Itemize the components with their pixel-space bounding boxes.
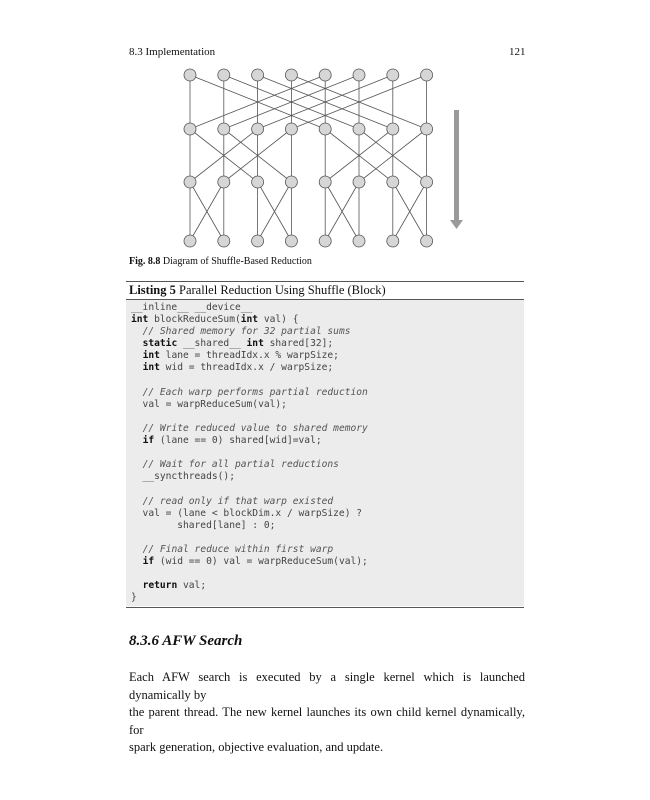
- paragraph-line: spark generation, objective evaluation, and update.: [129, 740, 384, 754]
- diagram-edges: [190, 75, 427, 241]
- diagram-node: [319, 235, 331, 247]
- code-line: static __shared__ int shared[32];: [142, 338, 334, 350]
- diagram-node: [252, 123, 264, 135]
- diagram-node: [285, 176, 297, 188]
- code-line: int blockReduceSum(int val) {: [131, 314, 299, 326]
- diagram-node: [387, 123, 399, 135]
- diagram-node: [218, 69, 230, 81]
- code-line: // read only if that warp existed: [142, 495, 334, 507]
- listing-bottom-rule: [126, 607, 524, 608]
- figure-caption: [129, 256, 312, 267]
- direction-arrow: [450, 110, 463, 229]
- running-header-section: 8.3 Implementation: [129, 46, 216, 58]
- code-line: val = warpReduceSum(val);: [131, 398, 287, 410]
- diagram-node: [421, 69, 433, 81]
- diagram-node: [353, 235, 365, 247]
- paragraph-line: the parent thread. The new kernel launches its own child kernel dynamically, for: [129, 705, 525, 737]
- diagram-node: [218, 123, 230, 135]
- code-line: int lane = threadIdx.x % warpSize;: [142, 350, 339, 362]
- code-line: // Write reduced value to shared memory: [142, 422, 368, 434]
- diagram-node: [252, 176, 264, 188]
- diagram-node: [184, 69, 196, 81]
- diagram-node: [353, 123, 365, 135]
- listing-title: [129, 283, 386, 298]
- code-line: // Wait for all partial reductions: [142, 459, 339, 471]
- paragraph-line: Each AFW search is executed by a single kernel which is launched dynamically by: [129, 670, 525, 702]
- diagram-node: [285, 235, 297, 247]
- diagram-node: [319, 176, 331, 188]
- diagram-node: [252, 235, 264, 247]
- shuffle-reduction-diagram: [0, 0, 650, 260]
- diagram-node: [252, 69, 264, 81]
- listing-label: Listing 5: [129, 283, 176, 297]
- code-line: __inline__ __device__: [131, 302, 253, 313]
- diagram-node: [353, 69, 365, 81]
- section-heading: [129, 633, 242, 650]
- listing-top-rule: [126, 281, 524, 282]
- diagram-node: [387, 69, 399, 81]
- diagram-node: [184, 123, 196, 135]
- section-number: 8.3.6: [129, 633, 159, 649]
- listing-title-text: Parallel Reduction Using Shuffle (Block): [179, 283, 386, 297]
- code-line: shared[lane] : 0;: [131, 519, 276, 531]
- figure-label: Fig. 8.8: [129, 256, 161, 267]
- diagram-node: [421, 123, 433, 135]
- diagram-node: [285, 123, 297, 135]
- code-line: // Final reduce within first warp: [142, 543, 334, 555]
- diagram-node: [218, 176, 230, 188]
- diagram-node: [387, 235, 399, 247]
- diagram-node: [353, 176, 365, 188]
- diagram-node: [387, 176, 399, 188]
- code-line: }: [131, 592, 137, 604]
- diagram-node: [319, 123, 331, 135]
- diagram-node: [421, 176, 433, 188]
- code-line: if (wid == 0) val = warpReduceSum(val);: [142, 555, 368, 567]
- page-number: 121: [509, 46, 526, 58]
- diagram-node: [184, 235, 196, 247]
- code-line: // Each warp performs partial reduction: [142, 386, 368, 398]
- code-line: val = (lane < blockDim.x / warpSize) ?: [131, 507, 363, 519]
- code-line: __syncthreads();: [131, 471, 235, 483]
- code-line: return val;: [142, 580, 207, 592]
- diagram-node: [319, 69, 331, 81]
- code-line: // Shared memory for 32 partial sums: [142, 326, 351, 338]
- diagram-node: [184, 176, 196, 188]
- diagram-node: [285, 69, 297, 81]
- diagram-nodes: [184, 69, 433, 247]
- diagram-node: [218, 235, 230, 247]
- code-line: int wid = threadIdx.x / warpSize;: [142, 362, 334, 374]
- code-listing: [131, 302, 368, 604]
- figure-caption-text: Diagram of Shuffle-Based Reduction: [162, 256, 312, 267]
- body-paragraph: [129, 669, 525, 757]
- section-title: AFW Search: [162, 633, 243, 649]
- diagram-node: [421, 235, 433, 247]
- code-line: if (lane == 0) shared[wid]=val;: [142, 435, 322, 447]
